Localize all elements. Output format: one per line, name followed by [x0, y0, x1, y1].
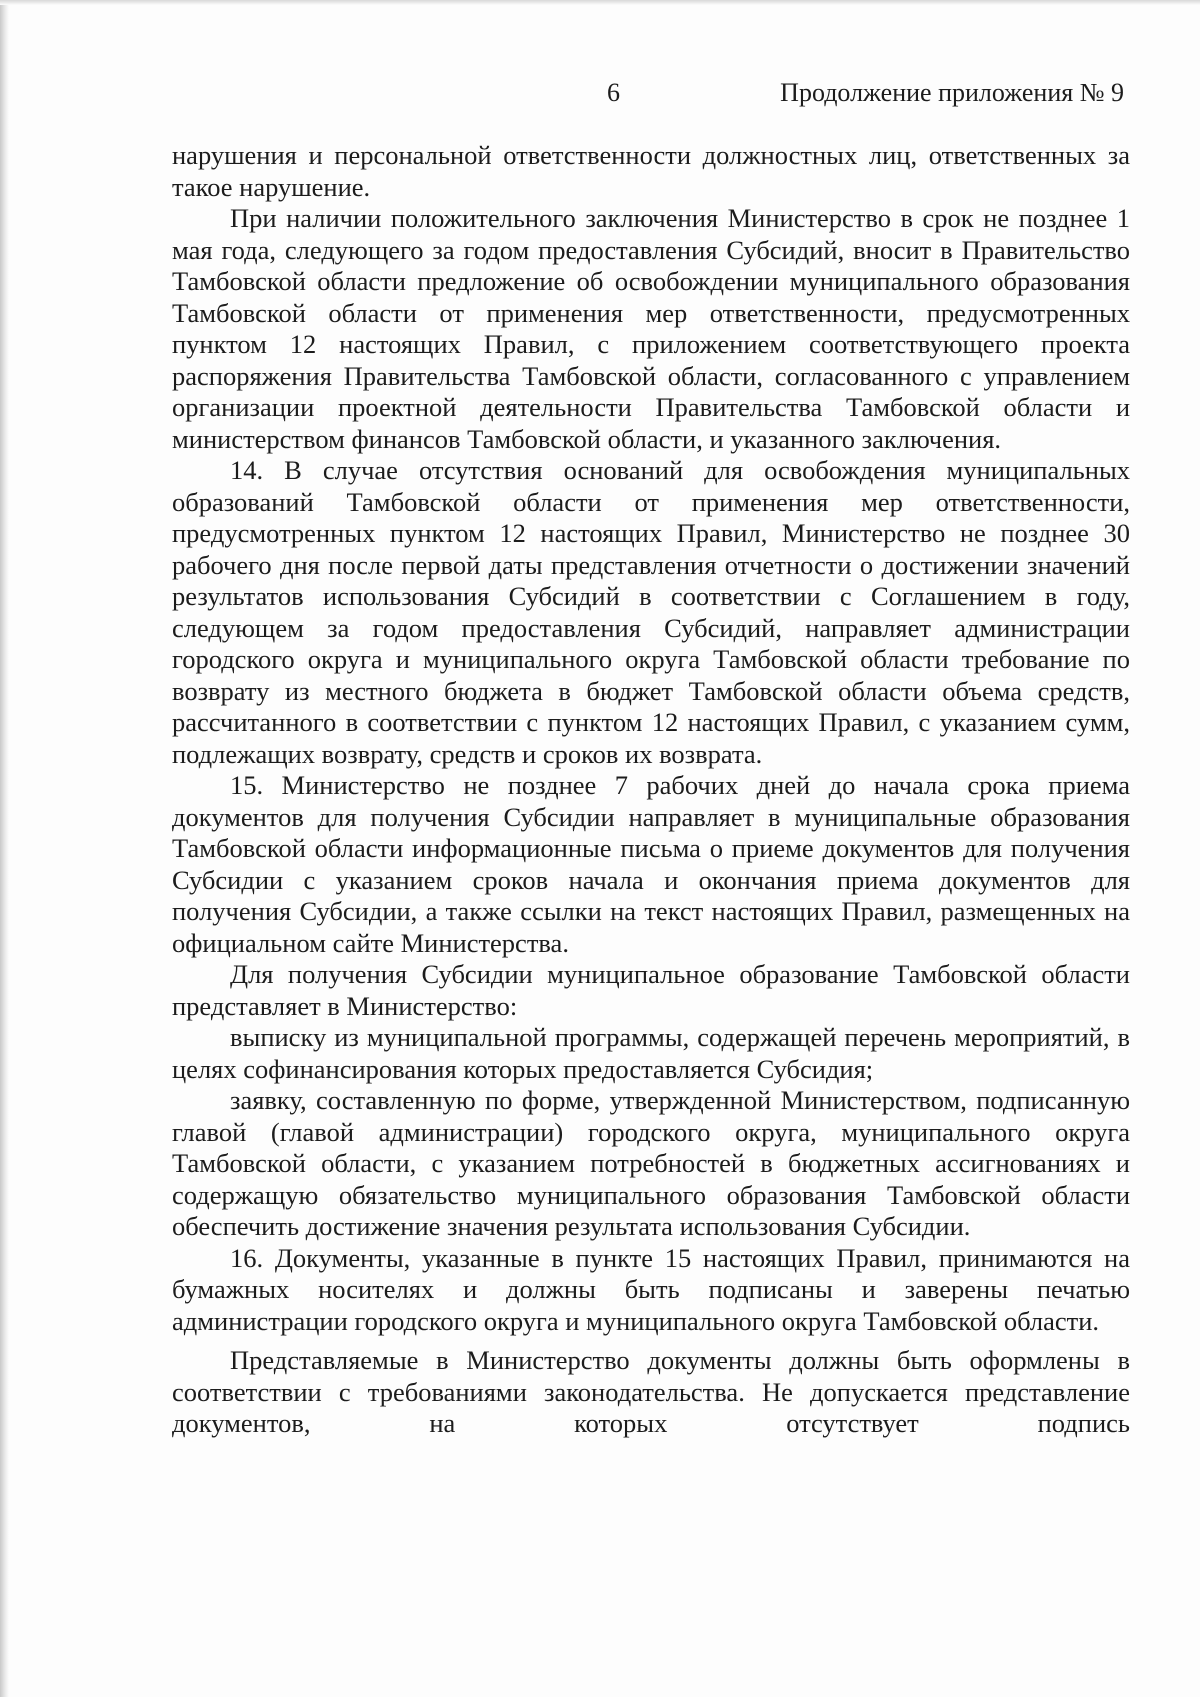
paragraph-continuation: нарушения и персональной ответственности должностных лиц, ответственных за такое нарушение. — [172, 140, 1130, 202]
paragraph-application: заявку, составленную по форме, утвержденной Министерством, подписанную главой (главой администрации) городского округа, муниципального округа Тамбовской области, с указанием потребностей в бюджетных ассигнованиях и содержащую обязательство муниципального образования Тамбовской области обеспечить достижение значения результата использования Субсидии. — [172, 1085, 1130, 1241]
document-body — [172, 140, 1130, 1440]
scan-top-edge — [0, 0, 1200, 5]
paragraph-positive-conclusion: При наличии положительного заключения Министерство в срок не позднее 1 мая года, следующего за годом предоставления Субсидий, вносит в Правительство Тамбовской области предложение об освобождении муниципального образования Тамбовской области от применения мер ответственности, предусмотренных пунктом 12 настоящих Правил, с приложением соответствующего проекта распоряжения Правительства Тамбовской области, согласованного с управлением организации проектной деятельности Правительства Тамбовской области и министерством финансов Тамбовской области, и указанного заключения. — [172, 203, 1130, 454]
paragraph-item-14: 14. В случае отсутствия оснований для освобождения муниципальных образований Тамбовской области от применения мер ответственности, предусмотренных пунктом 12 настоящих Правил, Министерство не позднее 30 рабочего дня после первой даты представления отчетности о достижении значений результатов использования Субсидий в соответствии с Соглашением в году, следующем за годом предоставления Субсидий, направляет администрации городского округа и муниципального округа Тамбовской области требование по возврату из местного бюджета в бюджет Тамбовской области объема средств, рассчитанного в соответствии с пунктом 12 настоящих Правил, с указанием сумм, подлежащих возврату, средств и сроков их возврата. — [172, 455, 1130, 769]
paragraph-item-16: 16. Документы, указанные в пункте 15 настоящих Правил, принимаются на бумажных носителях и должны быть подписаны и заверены печатью администрации городского округа и муниципального округа Тамбовской области. — [172, 1242, 1130, 1336]
paragraph-documents-intro: Для получения Субсидии муниципальное образование Тамбовской области представляет в Министерство: — [172, 959, 1130, 1021]
paragraph-program-extract: выписку из муниципальной программы, содержащей перечень мероприятий, в целях софинансирования которых предоставляется Субсидия; — [172, 1022, 1130, 1084]
appendix-continuation-label: Продолжение приложения № 9 — [780, 78, 1124, 107]
page-header — [0, 78, 1200, 118]
paragraph-item-15: 15. Министерство не позднее 7 рабочих дней до начала срока приема документов для получения Субсидии направляет в муниципальные образования Тамбовской области информационные письма о приеме документов для получения Субсидии с указанием сроков начала и окончания приема документов для получения Субсидии, а также ссылки на текст настоящих Правил, размещенных на официальном сайте Министерства. — [172, 770, 1130, 958]
paragraph-document-requirements: Представляемые в Министерство документы должны быть оформлены в соответствии с требованиями законодательства. Не допускается представление документов, на которых отсутствует подпись — [172, 1345, 1130, 1438]
page-number: 6 — [607, 78, 620, 107]
scan-left-edge — [0, 0, 9, 1697]
